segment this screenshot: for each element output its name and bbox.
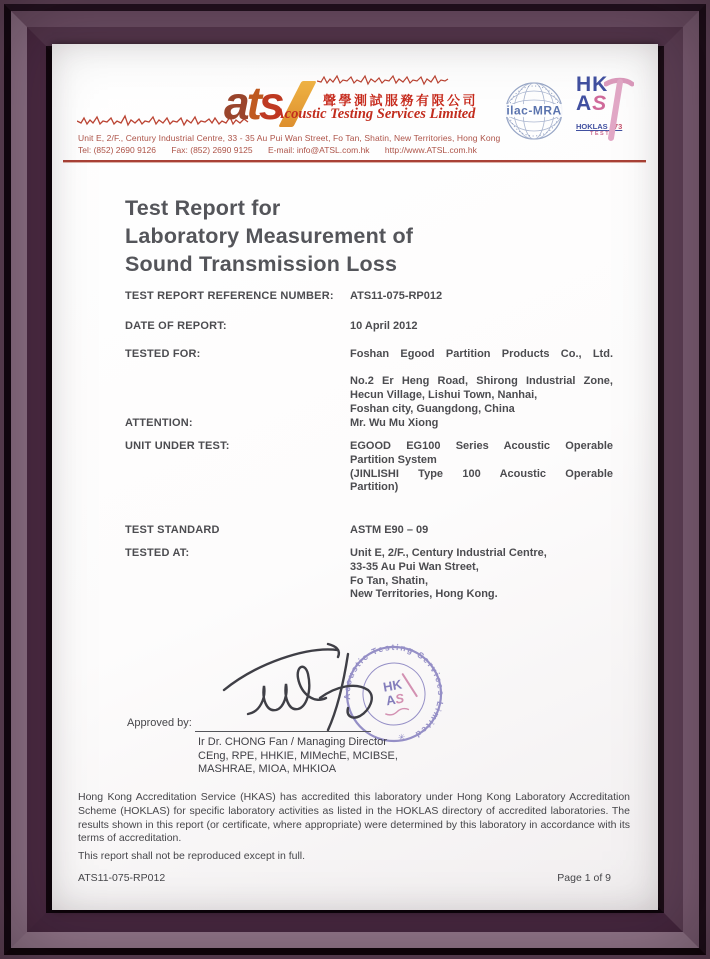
stamp-center-a: A xyxy=(384,691,397,709)
signature-line xyxy=(195,731,371,732)
field-value-reference: ATS11-075-RP012 xyxy=(350,290,443,302)
company-email: E-mail: info@ATSL.com.hk xyxy=(268,145,370,155)
company-contact-line xyxy=(78,145,490,155)
hkas-letter-a: A xyxy=(576,92,593,115)
stamp-center-hk: HK xyxy=(381,676,404,695)
hoklas-test-label: TEST xyxy=(590,131,611,137)
field-value-test-standard: ASTM E90 – 09 xyxy=(350,524,429,536)
unit-line: Partition) xyxy=(350,481,399,494)
field-label-test-standard: TEST STANDARD xyxy=(125,524,220,536)
hkas-letter-s: S xyxy=(592,92,608,115)
logo-letter-a: a xyxy=(224,77,247,129)
unit-line: (JINLISHI Type 100 Acoustic Operable xyxy=(350,467,613,480)
stamp-ring-text: Acoustic Testing Services Limited xyxy=(341,641,447,741)
address-line: Foshan city, Guangdong, China xyxy=(350,402,515,415)
hkas-letters-hk: HK xyxy=(576,73,609,96)
company-tel: Tel: (852) 2690 9126 xyxy=(78,145,156,155)
approver-credentials-line1: CEng, RPE, HHKIE, MIMechE, MCIBSE, xyxy=(198,749,398,762)
unit-line: EGOOD EG100 Series Acoustic Operable xyxy=(350,440,613,452)
ilac-mra-logo xyxy=(503,80,565,142)
field-label-tested-at: TESTED AT: xyxy=(125,547,190,559)
approver-name: Ir Dr. CHONG Fan / Managing Director xyxy=(198,736,387,748)
report-title-line3: Sound Transmission Loss xyxy=(125,252,398,276)
field-label-tested-for: TESTED FOR: xyxy=(125,348,201,360)
ilac-mra-label: ilac-MRA xyxy=(506,103,562,118)
hoklas-number: 173 xyxy=(609,122,623,131)
company-address: Unit E, 2/F., Century Industrial Centre, 33 - 35 Au Pui Wan Street, Fo Tan, Shatin, New Territories, Hong Kong xyxy=(78,133,501,143)
address-line: No.2 Er Heng Road, Shirong Industrial Zone, xyxy=(350,375,613,387)
company-fax: Fax: (852) 2690 9125 xyxy=(171,145,253,155)
page-indicator: Page 1 of 9 xyxy=(557,872,611,884)
stamp-star-glyph: ✳ xyxy=(397,731,407,743)
tested-at-line: New Territories, Hong Kong. xyxy=(350,588,498,601)
approver-signature xyxy=(220,642,410,737)
field-label-date: DATE OF REPORT: xyxy=(125,320,227,332)
report-title xyxy=(125,194,413,278)
report-page xyxy=(52,44,658,910)
address-line: Hecun Village, Lishui Town, Nanhai, xyxy=(350,388,538,401)
company-website: http://www.ATSL.com.hk xyxy=(384,145,477,155)
company-name-english: Acoustic Testing Services Limited xyxy=(275,106,476,122)
header-divider-rule xyxy=(63,160,646,162)
hkas-ribbon-graphic xyxy=(604,76,634,142)
waveform-graphic-top xyxy=(317,74,449,86)
approver-credentials-line2: MASHRAE, MIOA, MHKIOA xyxy=(198,763,337,776)
field-value-tested-for-company: Foshan Egood Partition Products Co., Ltd. xyxy=(350,348,613,360)
field-label-unit-under-test: UNIT UNDER TEST: xyxy=(125,440,230,452)
unit-line: Partition System xyxy=(350,453,437,466)
report-title-line2: Laboratory Measurement of xyxy=(125,224,414,248)
tested-at-line: Unit E, 2/F., Century Industrial Centre, xyxy=(350,547,547,559)
field-label-reference: TEST REPORT REFERENCE NUMBER: xyxy=(125,290,334,302)
tested-at-line: Fo Tan, Shatin, xyxy=(350,574,429,587)
field-value-tested-at xyxy=(350,547,613,602)
approver-details xyxy=(198,736,398,777)
field-value-tested-for-address xyxy=(350,375,613,416)
approved-by-label: Approved by: xyxy=(127,717,192,729)
reproduction-note: This report shall not be reproduced except in full. xyxy=(78,850,306,862)
accreditation-statement: Hong Kong Accreditation Service (HKAS) has accredited this laboratory under Hong Kong Laboratory Accreditation Scheme (HOKLAS) for specific laboratory activities as listed in the HOKLAS directory of accredited laboratories. The results shown in this report (or certificate, where appropriate) were determined by this laboratory in accordance with its terms of accreditation. xyxy=(78,791,630,845)
field-value-date: 10 April 2012 xyxy=(350,320,418,332)
tested-at-line: 33-35 Au Pui Wan Street, xyxy=(350,560,479,573)
hoklas-text: HOKLAS xyxy=(576,122,608,131)
logo-letter-t: t xyxy=(246,77,259,129)
field-value-unit-under-test xyxy=(350,440,613,495)
stamp-center-s: S xyxy=(394,690,406,707)
logo-letter-s: s xyxy=(258,77,282,129)
company-name-chinese: 聲學測試服務有限公司 xyxy=(323,93,479,108)
hkas-logo xyxy=(576,73,636,137)
field-value-attention: Mr. Wu Mu Xiong xyxy=(350,417,439,429)
footer-reference-number: ATS11-075-RP012 xyxy=(78,872,166,884)
report-title-line1: Test Report for xyxy=(125,196,281,220)
field-label-attention: ATTENTION: xyxy=(125,417,193,429)
